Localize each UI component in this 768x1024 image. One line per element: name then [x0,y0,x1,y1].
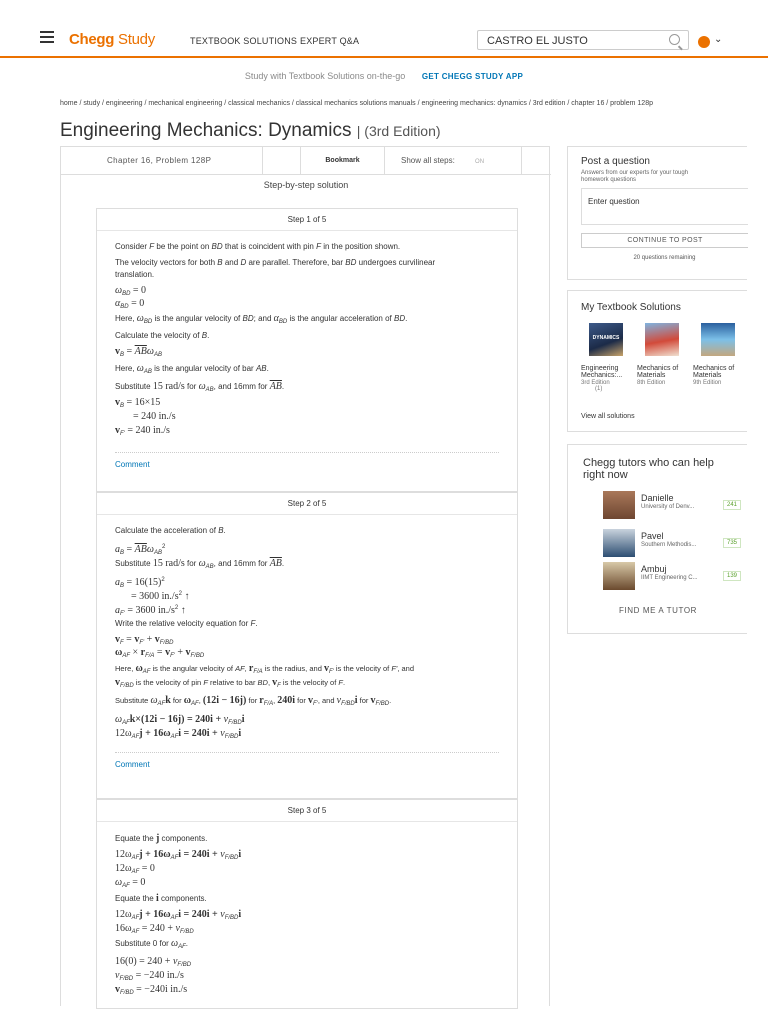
page-title [60,120,441,142]
find-me-a-tutor-link[interactable]: FIND ME A TUTOR [618,606,698,615]
tutor-rating-badge: 241 [723,500,741,510]
chevron-down-icon[interactable]: ⌄ [714,34,723,45]
step-2-divider [115,752,499,753]
post-question-title: Post a question [581,156,650,167]
nav-textbook-solutions[interactable]: TEXTBOOK SOLUTIONS [190,36,298,46]
bookmark-button[interactable]: Bookmark [301,147,385,175]
step-2-here-2: $v_{F/BD}$ is the velocity of pin F relative to bar BD, $v_F$ is the velocity of F. [115,677,346,689]
step-2-eq-2: $a_B = 16(15)^2$ [115,577,165,589]
hamburger-menu-icon[interactable] [40,31,54,42]
post-question-subtitle: Answers from our experts for your tough homework questions [581,170,689,183]
step-2-substitute-2: Substitute $\omega_{AF}k$ for $\omega_{AF}$, (12i − 16j) for $r_{F/A}$, 240i for $v_{F'}$, and $v_{F/BD}i$ for $v_{F/BD}$. [115,695,392,707]
questions-remaining: 20 questions remaining [633,255,696,261]
textbook-solutions-panel [567,290,747,432]
step-3-eq-4: $12\omega_{AF}j + 16\omega_{AF}i = 240i + v_{F/BD}i$ [115,909,242,921]
textbook-cover [701,323,735,356]
step-3-eq-8: $v_{F/BD} = -240i$ in./s [115,984,188,996]
breadcrumb[interactable]: home / study / engineering / mechanical engineering / classical mechanics / classical mechanics solutions manuals / engineering mechanics: dynamics / 3rd edition / chapter 16 / problem 128p [60,100,653,107]
step-2-header: Step 2 of 5 [97,493,517,515]
step-3-eq-7: $v_{F/BD} = -240$ in./s [115,970,184,982]
show-all-steps-label: Show all steps: [401,156,455,165]
step-1-text-1: Consider F be the point on BD that is coincident with pin F in the position shown. [115,242,401,251]
tutors-title: Chegg tutors who can help right now [583,457,714,481]
textbook-solutions-title: My Textbook Solutions [581,302,681,313]
step-2-eq-4: $a_{F'} = 3600$ $in./s^2$ ↑ [115,605,186,617]
step-1-here-2: Here, $\omega_{AB}$ is the angular velocity of bar AB. [115,363,269,375]
show-all-steps [385,147,522,175]
tutor-avatar [603,529,635,557]
step-3-eq-2: $12\omega_{AF} = 0$ [115,863,155,875]
top-header [0,0,768,58]
textbook-item[interactable]: DYNAMICS Engineering Mechanics:... 3rd Edition (1) [581,323,637,392]
step-2-card [96,492,518,799]
step-2-here-1: Here, $\omega_{AF}$ is the angular velocity of AF, $r_{F/A}$ is the radius, and $v_{F'}$ is the velocity of F', and [115,663,415,675]
step-3-substitute: Substitute 0 for $\omega_{AF}$. [115,938,189,950]
textbook-item[interactable]: Mechanics of Materials 8th Edition [637,323,693,386]
step-1-here-1: Here, $\omega_{BD}$ is the angular velocity of BD; and $\alpha_{BD}$ is the angular acceleration of BD. [115,313,408,325]
tutors-panel [567,444,747,634]
step-3-header: Step 3 of 5 [97,800,517,822]
step-1-eq-2: $\alpha_{BD} = 0$ [115,298,145,310]
problem-bar-spacer [263,147,301,175]
step-1-eq-5: = 240 in./s [133,411,176,422]
continue-to-post-button[interactable]: CONTINUE TO POST [581,233,748,248]
step-2-eq-5: $v_F = v_{F'} + v_{F/BD}$ [115,634,174,646]
step-2-eq-3: = 3600 $in./s^2$ ↑ [131,591,190,602]
step-1-divider [115,452,499,453]
step-2-calc: Calculate the acceleration of B. [115,526,226,535]
step-1-header: Step 1 of 5 [97,209,517,231]
textbook-item[interactable]: Mechanics of Materials 9th Edition [693,323,749,386]
tutor-card[interactable]: Danielle University of Denv... 241 [603,491,748,519]
post-question-panel [567,146,747,280]
get-app-link[interactable]: GET CHEGG STUDY APP [421,72,524,81]
step-2-eq-8: $12\omega_{AF}j + 16\omega_{AF}i = 240i + v_{F/BD}i$ [115,728,242,740]
tutor-avatar [603,491,635,519]
problem-bar-end [522,147,551,175]
step-1-text-2: The velocity vectors for both B and D are parallel. Therefore, bar BD undergoes curvilinear [115,258,436,267]
step-1-comment-link[interactable]: Comment [115,460,150,469]
step-3-eq-1: $12\omega_{AF}j + 16\omega_{AF}i = 240i + v_{F/BD}i$ [115,849,242,861]
question-input[interactable]: Enter question [581,188,748,225]
step-3-equate-j: Equate the j components. [115,833,208,844]
solution-panel [60,146,550,1006]
step-1-eq-4: $v_B = 16\times 15$ [115,397,161,409]
nav-expert-qa[interactable]: EXPERT Q&A [300,36,360,46]
step-2-eq-1: $a_B = \overline{AB}\omega_{AB}^2$ [115,544,166,556]
problem-bar [61,147,551,175]
step-1-eq-3: $v_B = \overline{AB}\omega_{AB}$ [115,346,162,358]
step-1-eq-1: $\omega_{BD} = 0$ [115,285,147,297]
step-2-substitute-1: Substitute 15 rad/s for $\omega_{AB}$, and 16mm for $\overline{AB}$. [115,558,285,570]
tutor-rating-badge: 735 [723,538,741,548]
step-2-comment-link[interactable]: Comment [115,760,150,769]
tutor-card[interactable]: Pavel Southern Methodis... 735 [603,529,748,557]
step-2-write: Write the relative velocity equation for F. [115,619,258,628]
step-3-equate-i: Equate the i components. [115,893,207,904]
banner-text: Study with Textbook Solutions on-the-go [244,71,406,81]
book-title: Engineering Mechanics: Dynamics [60,120,352,141]
step-1-text-3: translation. [115,270,155,279]
chegg-study-logo[interactable]: Chegg Study [69,31,155,48]
search-icon[interactable] [669,34,680,45]
step-3-eq-3: $\omega_{AF} = 0$ [115,877,146,889]
tutor-avatar [603,562,635,590]
app-banner [0,71,768,81]
step-3-card [96,799,518,1009]
step-3-eq-5: $16\omega_{AF} = 240 + v_{F/BD}$ [115,923,194,935]
textbook-cover: DYNAMICS [589,323,623,356]
step-3-eq-6: $16(0) = 240 + v_{F/BD}$ [115,956,192,968]
step-1-substitute: Substitute 15 rad/s for $\omega_{AB}$, and 16mm for $\overline{AB}$. [115,381,285,393]
step-by-step-title: Step-by-step solution [263,180,349,190]
step-1-calc: Calculate the velocity of B. [115,331,210,340]
show-steps-toggle[interactable]: ON [475,159,485,165]
chapter-problem-label[interactable]: Chapter 16, Problem 128P [61,147,263,175]
tutor-card[interactable]: Ambuj IIMT Engineering C... 139 [603,562,748,590]
search-input[interactable] [478,32,658,50]
search-box [477,30,689,50]
step-2-eq-7: $\omega_{AF}k\times(12i - 16j) = 240i + v_{F/BD}i$ [115,714,245,726]
step-1-card [96,208,518,492]
view-all-solutions-link[interactable]: View all solutions [581,413,635,420]
textbook-cover [645,323,679,356]
book-edition: | (3rd Edition) [356,123,441,139]
tutor-rating-badge: 139 [723,571,741,581]
step-2-eq-6: $\omega_{AF} \times r_{F/A} = v_{F'} + v_{F/BD}$ [115,647,205,659]
user-avatar[interactable] [698,36,710,48]
step-1-eq-6: $v_{F'} = 240$ in./s [115,425,170,437]
